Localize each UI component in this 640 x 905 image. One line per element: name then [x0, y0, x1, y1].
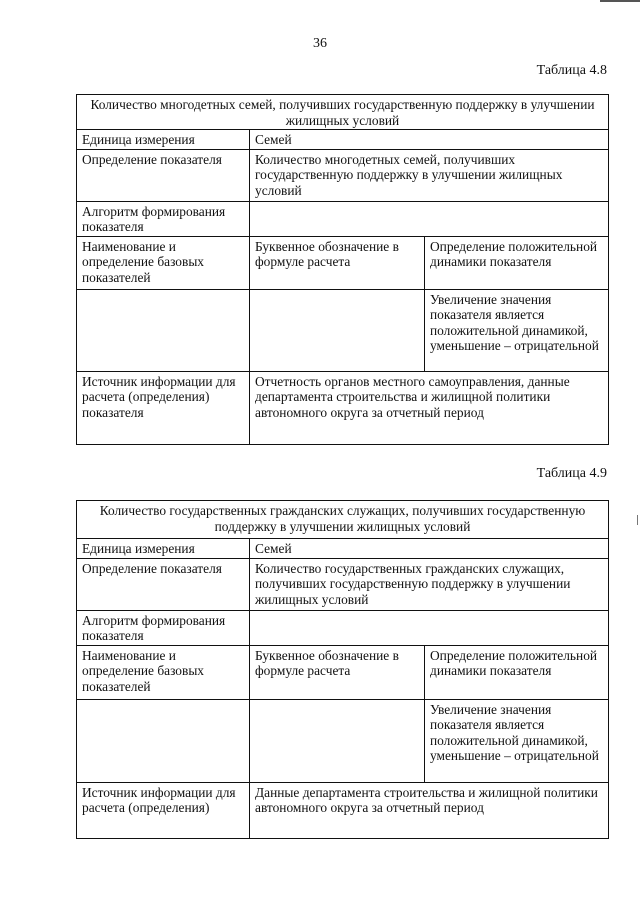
table-row — [77, 501, 609, 539]
unit-label: Единица измерения — [77, 130, 250, 150]
page-number: 36 — [313, 36, 327, 51]
source-value: Данные департамента строительства и жилищной политики автономного округа за отчетный период — [250, 782, 609, 838]
table-row — [77, 699, 609, 782]
dynamics-label: Определение положительной динамики показателя — [425, 236, 609, 289]
base-indicators-label: Наименование и определение базовых показателей — [77, 236, 250, 289]
empty-cell — [250, 289, 425, 371]
empty-cell — [77, 289, 250, 371]
indicator-table-4-9 — [76, 500, 609, 839]
definition-value: Количество многодетных семей, получивших государственную поддержку в улучшении жилищных условий — [250, 149, 609, 201]
table-row — [77, 289, 609, 371]
algorithm-value — [250, 610, 609, 645]
indicator-table-4-8 — [76, 94, 609, 445]
table-title: Количество многодетных семей, получивших государственную поддержку в улучшении жилищных условий — [77, 95, 609, 130]
table-caption-4-9: Таблица 4.9 — [536, 466, 607, 481]
unit-value: Семей — [250, 539, 609, 559]
table-row — [77, 149, 609, 201]
table-title: Количество государственных гражданских служащих, получивших государственную поддержку в улучшении жилищных условий — [77, 501, 609, 539]
algorithm-label: Алгоритм формирования показателя — [77, 201, 250, 236]
empty-cell — [77, 699, 250, 782]
table-row — [77, 558, 609, 610]
source-value: Отчетность органов местного самоуправления, данные департамента строительства и жилищной политики автономного округа за отчетный период — [250, 371, 609, 444]
source-label: Источник информации для расчета (определения) показателя — [77, 371, 250, 444]
table-row — [77, 130, 609, 150]
table-row — [77, 539, 609, 559]
table-row — [77, 95, 609, 130]
formula-symbol-label: Буквенное обозначение в формуле расчета — [250, 236, 425, 289]
algorithm-value — [250, 201, 609, 236]
table-row — [77, 782, 609, 838]
table-row — [77, 610, 609, 645]
base-indicators-label: Наименование и определение базовых показателей — [77, 645, 250, 699]
table-row — [77, 201, 609, 236]
definition-value: Количество государственных гражданских служащих, получивших государственную поддержку в улучшении жилищных условий — [250, 558, 609, 610]
definition-label: Определение показателя — [77, 558, 250, 610]
scan-edge-mark — [637, 515, 638, 525]
scan-corner-mark — [600, 0, 640, 2]
dynamics-label: Определение положительной динамики показателя — [425, 645, 609, 699]
empty-cell — [250, 699, 425, 782]
table-row — [77, 645, 609, 699]
source-label: Источник информации для расчета (определения) — [77, 782, 250, 838]
table-row — [77, 371, 609, 444]
unit-value: Семей — [250, 130, 609, 150]
definition-label: Определение показателя — [77, 149, 250, 201]
formula-symbol-label: Буквенное обозначение в формуле расчета — [250, 645, 425, 699]
dynamics-value: Увеличение значения показателя является положительной динамикой, уменьшение – отрицательной — [425, 289, 609, 371]
table-row — [77, 236, 609, 289]
dynamics-value: Увеличение значения показателя является положительной динамикой, уменьшение – отрицательной — [425, 699, 609, 782]
algorithm-label: Алгоритм формирования показателя — [77, 610, 250, 645]
table-caption-4-8: Таблица 4.8 — [536, 63, 607, 78]
unit-label: Единица измерения — [77, 539, 250, 559]
